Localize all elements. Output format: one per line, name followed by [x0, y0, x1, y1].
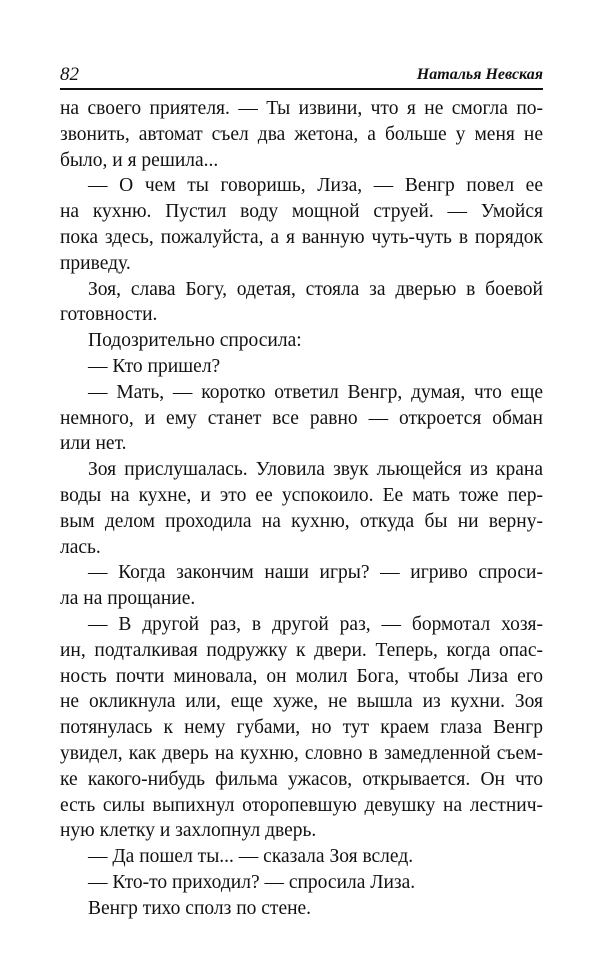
- text-line: Подозрительно спросила:: [88, 330, 302, 352]
- text-line: увидел, как дверь на кухню, словно в замедленной съем-: [60, 742, 543, 764]
- text-line: ную клетку и захлопнул дверь.: [60, 820, 317, 842]
- text-line: не окликнула или, еще хуже, не вышла из кухни. Зоя: [60, 691, 543, 713]
- text-line: — О чем ты говоришь, Лиза, — Венгр повел ее: [88, 175, 543, 197]
- text-line: — В другой раз, в другой раз, — бормотал хозя-: [88, 613, 543, 635]
- text-line: на своего приятеля. — Ты извини, что я не смогла по-: [60, 98, 543, 119]
- text-line: немного, и ему станет все равно — откроется обман: [60, 407, 543, 429]
- text-line: на кухню. Пустил воду мощной струей. — Умойся: [60, 201, 543, 223]
- text-line: вым делом проходила на кухню, откуда бы ни верну-: [60, 510, 543, 532]
- text-line: — Кто-то приходил? — спросила Лиза.: [88, 871, 416, 893]
- text-line: было, и я решила...: [60, 149, 219, 171]
- text-line: пока здесь, пожалуйста, а я ванную чуть-чуть в порядок: [60, 226, 543, 248]
- running-header: [60, 64, 543, 90]
- text-line: лась.: [60, 536, 101, 558]
- text-line: Венгр тихо сполз по стене.: [88, 897, 312, 919]
- text-line: ке какого-нибудь фильма ужасов, открывается. Он что: [60, 768, 543, 790]
- text-line: готовности.: [60, 304, 158, 326]
- text-line: — Когда закончим наши игры? — игриво спроси-: [88, 562, 543, 584]
- text-line: — Кто пришел?: [88, 355, 221, 377]
- page-number: 82: [60, 64, 79, 85]
- text-line: ность почти миновала, он молил Бога, чтобы Лиза его: [60, 665, 543, 687]
- running-header-author: Наталья Невская: [416, 66, 543, 83]
- text-line: потянулась к нему губами, но тут краем глаза Венгр: [60, 717, 543, 739]
- text-line: — Мать, — коротко ответил Венгр, думая, что еще: [88, 381, 543, 403]
- text-line: Зоя, слава Богу, одетая, стояла за дверью в боевой: [88, 278, 543, 300]
- text-line: — Да пошел ты... — сказала Зоя вслед.: [88, 846, 414, 868]
- text-line: ла на прощание.: [60, 588, 196, 610]
- text-line: ин, подталкивая подружку к двери. Теперь, когда опас-: [60, 639, 543, 661]
- text-line: звонить, автомат съел два жетона, а больше у меня не: [60, 123, 543, 145]
- text-line: есть силы выпихнул оторопевшую девушку на лестнич-: [60, 794, 543, 816]
- text-line: или нет.: [60, 433, 127, 455]
- text-line: воды на кухне, и это ее успокоило. Ее мать тоже пер-: [60, 484, 543, 506]
- page-body-text: [60, 96, 543, 922]
- text-line: приведу.: [60, 252, 131, 274]
- text-line: Зоя прислушалась. Уловила звук льющейся из крана: [88, 459, 543, 481]
